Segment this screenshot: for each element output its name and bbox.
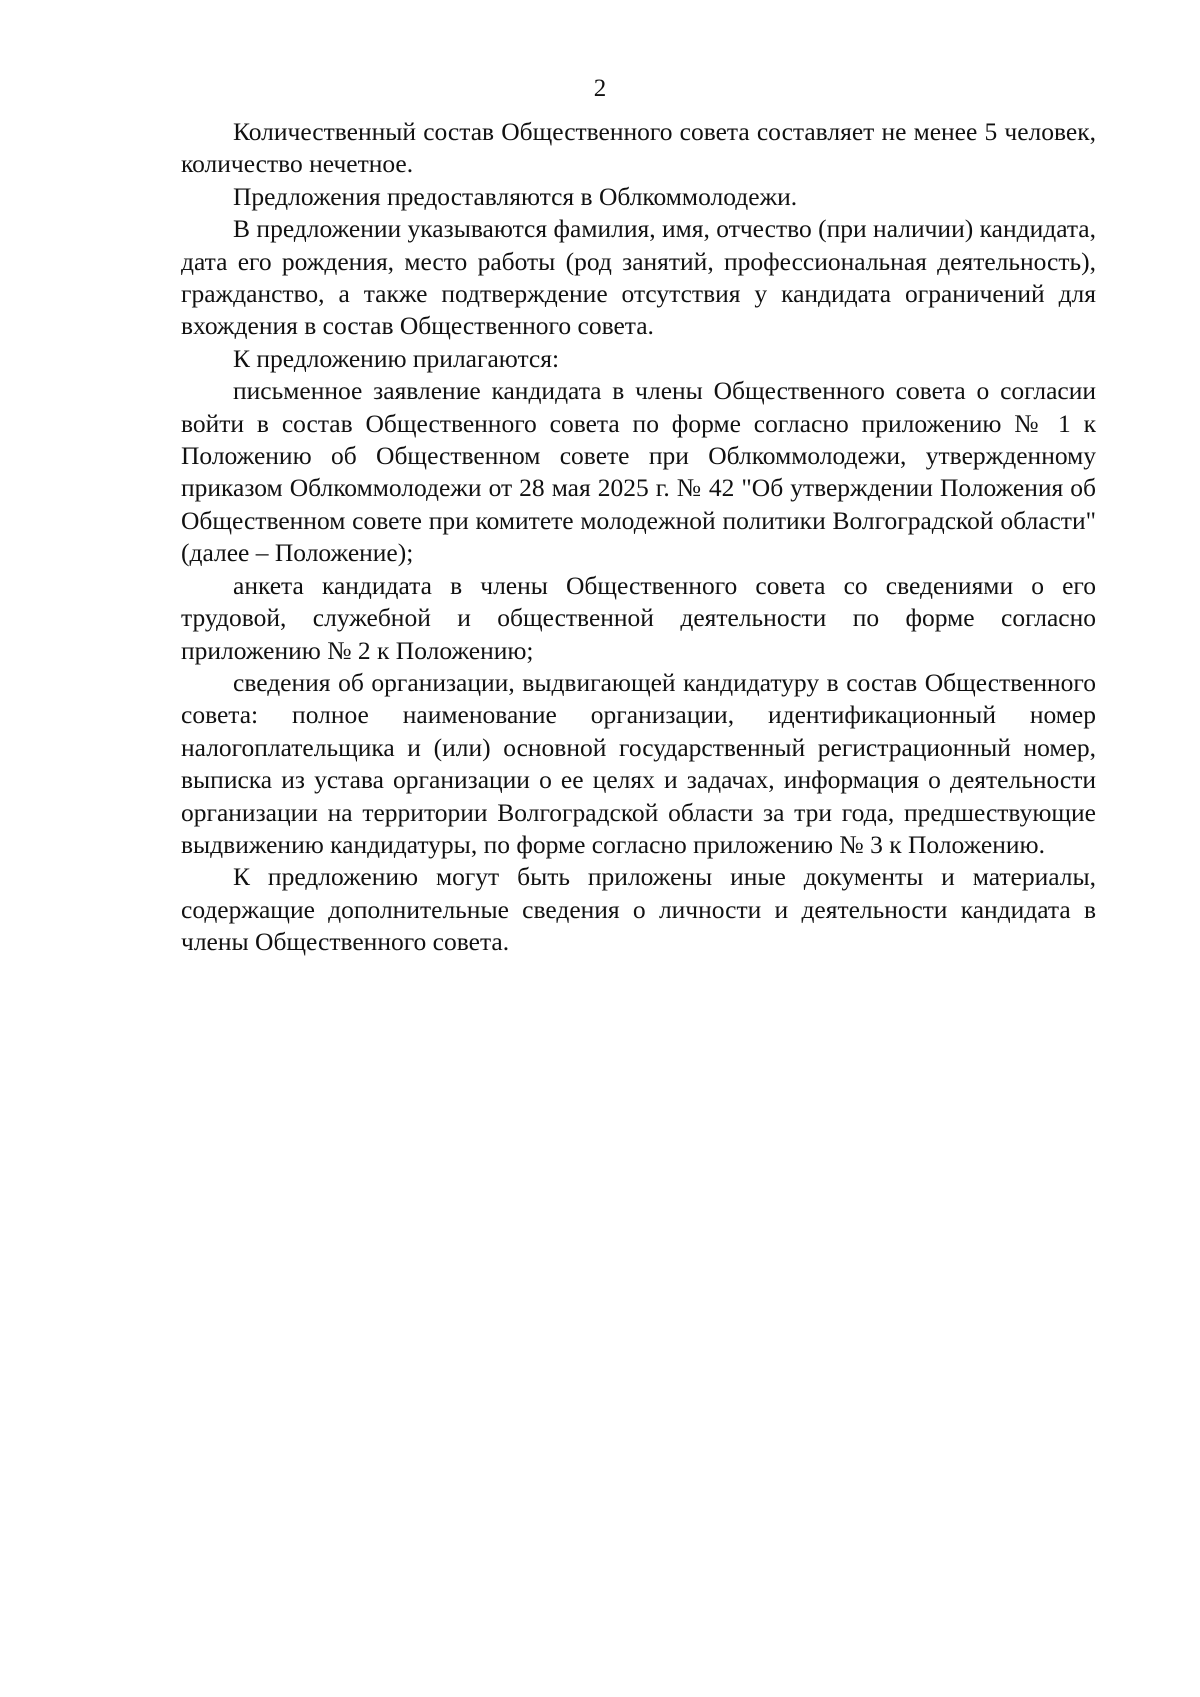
page-number: 2 [593, 75, 607, 102]
paragraph-written-application: письменное заявление кандидата в члены Общественного совета о согласии войти в состав Общественного совета по форме согласно приложению № 1 к Положению об Общественном совете при Облкоммолодежи, утвержденному приказом Облкоммолодежи от 28 мая 2025 г. № 42 "Об утверждении Положения об Общественном совете при комитете молодежной политики Волгоградской области" (далее – Положение); [181, 376, 1096, 568]
document-body [181, 116, 1096, 959]
paragraph-council-size: Количественный состав Общественного совета составляет не менее 5 человек, количество нечетное. [181, 117, 1096, 179]
paragraph-proposal-contents: В предложении указываются фамилия, имя, отчество (при наличии) кандидата, дата его рождения, место работы (род занятий, профессиональная деятельность), гражданство, а также подтверждение отсутствия у кандидата ограничений для вхождения в состав Общественного совета. [181, 214, 1096, 341]
paragraph-other-documents: К предложению могут быть приложены иные документы и материалы, содержащие дополнительные сведения о личности и деятельности кандидата в члены Общественного совета. [181, 862, 1096, 957]
paragraph-organization-info: сведения об организации, выдвигающей кандидатуру в состав Общественного совета: полное наименование организации, идентификационный номер налогоплательщика и (или) основной государственный регистрационный номер, выписка из устава организации о ее целях и задачах, информация о деятельности организации на территории Волгоградской области за три года, предшествующие выдвижению кандидатуры, по форме согласно приложению № 3 к Положению. [181, 667, 1096, 859]
paragraph-candidate-questionnaire: анкета кандидата в члены Общественного совета со сведениями о его трудовой, служебной и общественной деятельности по форме согласно приложению № 2 к Положению; [181, 570, 1096, 665]
paragraph-submission-recipient: Предложения предоставляются в Облкоммолодежи. [233, 181, 798, 211]
paragraph-attachments-intro: К предложению прилагаются: [233, 343, 560, 373]
